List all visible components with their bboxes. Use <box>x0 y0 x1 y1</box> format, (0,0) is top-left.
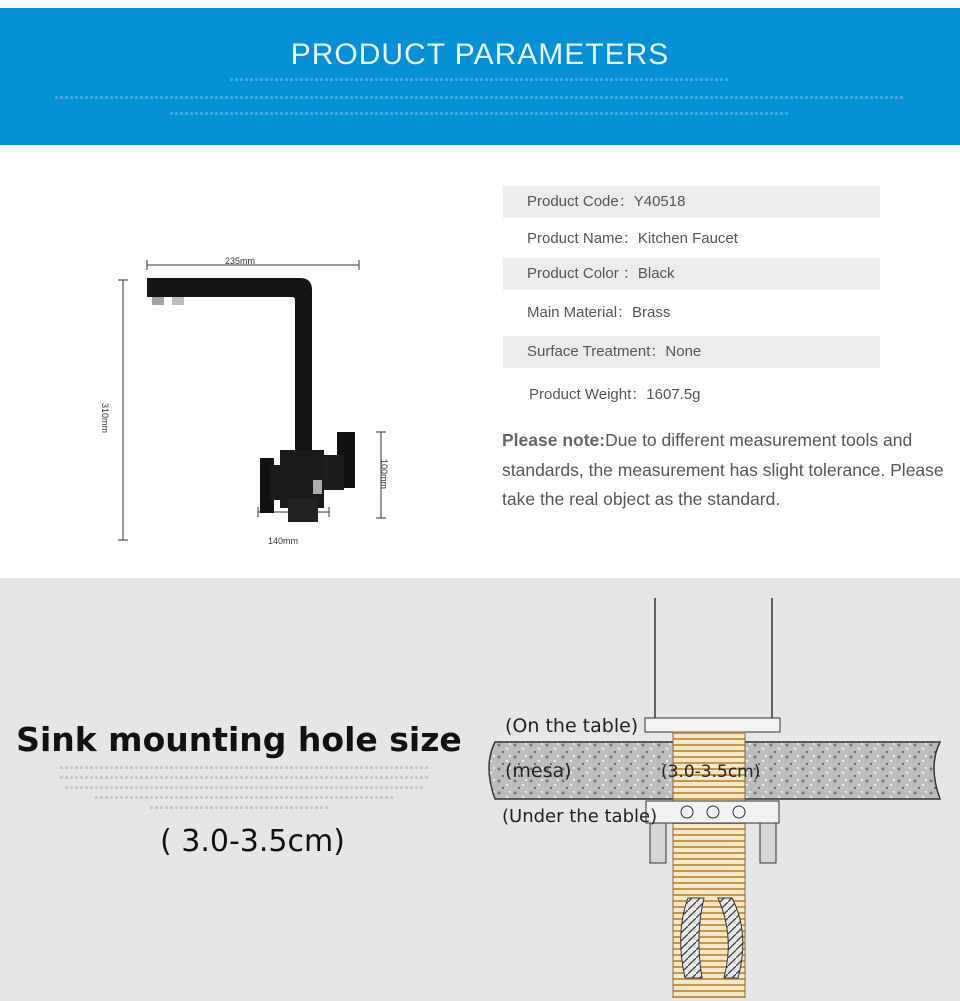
spec-label: Product Code： <box>527 193 634 210</box>
spec-label: Product Color ： <box>527 265 638 282</box>
decorative-text-line <box>230 78 730 81</box>
spec-label: Product Weight： <box>529 386 647 403</box>
spec-row-product-color <box>503 258 880 290</box>
decorative-text-line <box>60 766 430 769</box>
note-text: Due to different measurement tools and standards, the measurement has slight tolerance. Please take the real object as the standard. <box>502 430 944 509</box>
base-width-label: 140mm <box>268 536 299 546</box>
spec-label: Main Material： <box>527 304 633 321</box>
decorative-text-line <box>95 796 395 799</box>
width-dimension-label: 235mm <box>225 256 256 266</box>
decorative-text-line <box>150 806 330 809</box>
spec-label: Surface Treatment： <box>527 343 666 360</box>
mesa-label: (mesa) <box>505 760 572 782</box>
spec-row-product-weight <box>503 379 880 411</box>
note-heading: Please note: <box>502 430 606 450</box>
spec-row-main-material <box>503 297 880 329</box>
decorative-text-line <box>55 96 905 99</box>
spec-row-product-code <box>503 186 880 218</box>
spec-row-product-name <box>503 223 880 255</box>
spec-value: None <box>665 343 702 360</box>
spec-value: Black <box>637 265 675 282</box>
under-table-label: (Under the table) <box>502 806 658 827</box>
spec-value: Kitchen Faucet <box>637 230 738 247</box>
decorative-text-line <box>170 112 790 115</box>
faucet-image <box>100 245 400 555</box>
spec-row-surface-treatment <box>503 336 880 368</box>
mounting-section <box>0 578 960 1001</box>
banner-title: PRODUCT PARAMETERS <box>290 38 670 71</box>
spec-value: Brass <box>632 304 671 321</box>
height-dimension-label: 310mm <box>100 402 111 434</box>
spec-label: Product Name： <box>527 230 638 247</box>
spec-value: Y40518 <box>633 193 686 210</box>
mounting-title: Sink mounting hole size <box>16 720 462 759</box>
mounting-diagram <box>480 598 960 998</box>
on-table-label: (On the table) <box>505 715 639 737</box>
decorative-text-line <box>65 786 425 789</box>
decorative-text-line <box>60 776 430 779</box>
spec-value: 1607.5g <box>646 386 701 403</box>
faucet-dimension-diagram <box>100 245 400 555</box>
header-banner <box>0 8 960 145</box>
hole-diameter-label: (3.0-3.5cm) <box>661 762 761 782</box>
measurement-note <box>502 426 957 515</box>
mounting-hole-size: ( 3.0-3.5cm) <box>160 824 345 859</box>
handle-height-label: 100mm <box>379 458 390 490</box>
